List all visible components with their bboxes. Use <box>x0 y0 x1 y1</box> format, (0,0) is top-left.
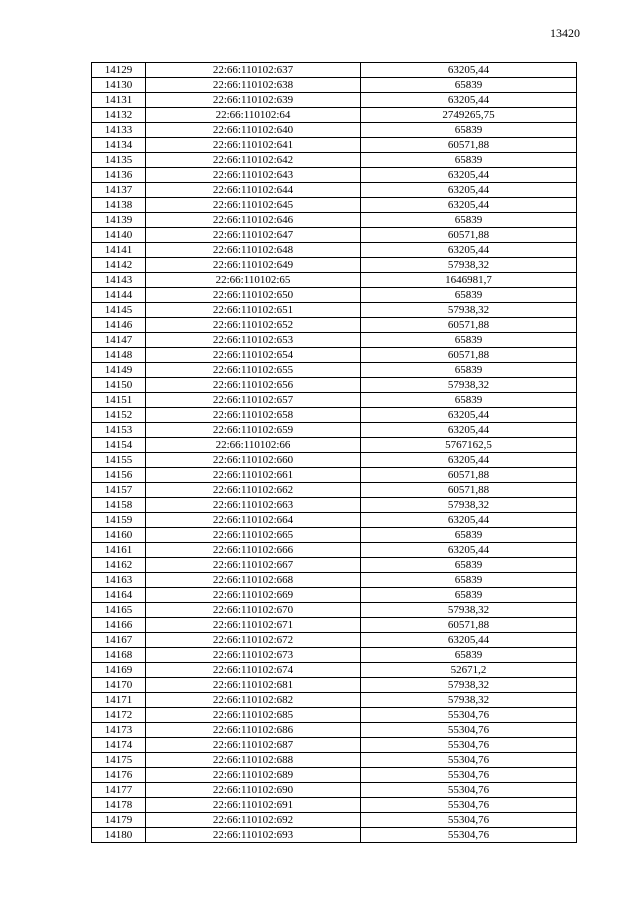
value-cell: 55304,76 <box>361 738 577 753</box>
table-row <box>92 558 577 573</box>
cadastral-number-cell: 22:66:110102:642 <box>146 153 361 168</box>
cadastral-number-cell: 22:66:110102:638 <box>146 78 361 93</box>
table-row <box>92 603 577 618</box>
value-cell: 65839 <box>361 363 577 378</box>
cadastral-number-cell: 22:66:110102:646 <box>146 213 361 228</box>
row-number-cell: 14178 <box>92 798 146 813</box>
value-cell: 63205,44 <box>361 168 577 183</box>
value-cell: 65839 <box>361 153 577 168</box>
value-cell: 65839 <box>361 78 577 93</box>
table-row <box>92 768 577 783</box>
row-number-cell: 14138 <box>92 198 146 213</box>
value-cell: 55304,76 <box>361 723 577 738</box>
value-cell: 63205,44 <box>361 543 577 558</box>
row-number-cell: 14136 <box>92 168 146 183</box>
table-row <box>92 528 577 543</box>
row-number-cell: 14175 <box>92 753 146 768</box>
value-cell: 60571,88 <box>361 348 577 363</box>
table-row <box>92 228 577 243</box>
value-cell: 60571,88 <box>361 138 577 153</box>
row-number-cell: 14156 <box>92 468 146 483</box>
value-cell: 2749265,75 <box>361 108 577 123</box>
value-cell: 57938,32 <box>361 378 577 393</box>
table-row <box>92 723 577 738</box>
table-row <box>92 798 577 813</box>
row-number-cell: 14152 <box>92 408 146 423</box>
table-row <box>92 618 577 633</box>
row-number-cell: 14142 <box>92 258 146 273</box>
cadastral-number-cell: 22:66:110102:691 <box>146 798 361 813</box>
cadastral-number-cell: 22:66:110102:690 <box>146 783 361 798</box>
row-number-cell: 14134 <box>92 138 146 153</box>
table-row <box>92 588 577 603</box>
table-row <box>92 393 577 408</box>
cadastral-number-cell: 22:66:110102:668 <box>146 573 361 588</box>
value-cell: 65839 <box>361 528 577 543</box>
row-number-cell: 14170 <box>92 678 146 693</box>
table-row <box>92 678 577 693</box>
cadastral-number-cell: 22:66:110102:651 <box>146 303 361 318</box>
row-number-cell: 14139 <box>92 213 146 228</box>
value-cell: 63205,44 <box>361 183 577 198</box>
table-row <box>92 573 577 588</box>
value-cell: 57938,32 <box>361 258 577 273</box>
value-cell: 60571,88 <box>361 468 577 483</box>
value-cell: 55304,76 <box>361 798 577 813</box>
table-row <box>92 108 577 123</box>
row-number-cell: 14159 <box>92 513 146 528</box>
cadastral-number-cell: 22:66:110102:644 <box>146 183 361 198</box>
cadastral-number-cell: 22:66:110102:645 <box>146 198 361 213</box>
cadastral-number-cell: 22:66:110102:653 <box>146 333 361 348</box>
row-number-cell: 14157 <box>92 483 146 498</box>
cadastral-number-cell: 22:66:110102:660 <box>146 453 361 468</box>
cadastral-number-cell: 22:66:110102:637 <box>146 63 361 78</box>
cadastral-number-cell: 22:66:110102:650 <box>146 288 361 303</box>
table-row <box>92 408 577 423</box>
cadastral-number-cell: 22:66:110102:654 <box>146 348 361 363</box>
cadastral-number-cell: 22:66:110102:671 <box>146 618 361 633</box>
table-row <box>92 303 577 318</box>
cadastral-number-cell: 22:66:110102:670 <box>146 603 361 618</box>
value-cell: 55304,76 <box>361 828 577 843</box>
row-number-cell: 14158 <box>92 498 146 513</box>
value-cell: 57938,32 <box>361 498 577 513</box>
row-number-cell: 14135 <box>92 153 146 168</box>
cadastral-number-cell: 22:66:110102:663 <box>146 498 361 513</box>
table-row <box>92 483 577 498</box>
row-number-cell: 14146 <box>92 318 146 333</box>
cadastral-number-cell: 22:66:110102:65 <box>146 273 361 288</box>
value-cell: 63205,44 <box>361 453 577 468</box>
cadastral-number-cell: 22:66:110102:672 <box>146 633 361 648</box>
table-row <box>92 543 577 558</box>
table-row <box>92 708 577 723</box>
cadastral-number-cell: 22:66:110102:674 <box>146 663 361 678</box>
value-cell: 55304,76 <box>361 708 577 723</box>
value-cell: 60571,88 <box>361 483 577 498</box>
table-row <box>92 633 577 648</box>
row-number-cell: 14147 <box>92 333 146 348</box>
table-row <box>92 258 577 273</box>
row-number-cell: 14149 <box>92 363 146 378</box>
value-cell: 63205,44 <box>361 198 577 213</box>
row-number-cell: 14162 <box>92 558 146 573</box>
value-cell: 57938,32 <box>361 678 577 693</box>
value-cell: 55304,76 <box>361 753 577 768</box>
row-number-cell: 14174 <box>92 738 146 753</box>
cadastral-number-cell: 22:66:110102:643 <box>146 168 361 183</box>
cadastral-number-cell: 22:66:110102:673 <box>146 648 361 663</box>
table-row <box>92 198 577 213</box>
row-number-cell: 14153 <box>92 423 146 438</box>
value-cell: 63205,44 <box>361 243 577 258</box>
table-row <box>92 468 577 483</box>
cadastral-number-cell: 22:66:110102:648 <box>146 243 361 258</box>
row-number-cell: 14143 <box>92 273 146 288</box>
row-number-cell: 14130 <box>92 78 146 93</box>
cadastral-number-cell: 22:66:110102:641 <box>146 138 361 153</box>
value-cell: 65839 <box>361 393 577 408</box>
row-number-cell: 14132 <box>92 108 146 123</box>
table-row <box>92 273 577 288</box>
row-number-cell: 14148 <box>92 348 146 363</box>
table-row <box>92 438 577 453</box>
row-number-cell: 14167 <box>92 633 146 648</box>
row-number-cell: 14129 <box>92 63 146 78</box>
cadastral-number-cell: 22:66:110102:655 <box>146 363 361 378</box>
row-number-cell: 14154 <box>92 438 146 453</box>
value-cell: 60571,88 <box>361 318 577 333</box>
row-number-cell: 14161 <box>92 543 146 558</box>
table-row <box>92 753 577 768</box>
cadastral-number-cell: 22:66:110102:640 <box>146 123 361 138</box>
table-row <box>92 153 577 168</box>
table-row <box>92 348 577 363</box>
table-row <box>92 168 577 183</box>
cadastral-number-cell: 22:66:110102:693 <box>146 828 361 843</box>
value-cell: 55304,76 <box>361 768 577 783</box>
value-cell: 57938,32 <box>361 693 577 708</box>
cadastral-number-cell: 22:66:110102:688 <box>146 753 361 768</box>
value-cell: 57938,32 <box>361 603 577 618</box>
table-row <box>92 288 577 303</box>
row-number-cell: 14176 <box>92 768 146 783</box>
row-number-cell: 14180 <box>92 828 146 843</box>
row-number-cell: 14141 <box>92 243 146 258</box>
value-cell: 63205,44 <box>361 63 577 78</box>
table-row <box>92 123 577 138</box>
row-number-cell: 14171 <box>92 693 146 708</box>
cadastral-number-cell: 22:66:110102:64 <box>146 108 361 123</box>
table-row <box>92 183 577 198</box>
cadastral-number-cell: 22:66:110102:639 <box>146 93 361 108</box>
cadastral-number-cell: 22:66:110102:681 <box>146 678 361 693</box>
cadastral-number-cell: 22:66:110102:662 <box>146 483 361 498</box>
value-cell: 65839 <box>361 213 577 228</box>
row-number-cell: 14166 <box>92 618 146 633</box>
row-number-cell: 14177 <box>92 783 146 798</box>
value-cell: 55304,76 <box>361 783 577 798</box>
cadastral-number-cell: 22:66:110102:692 <box>146 813 361 828</box>
registry-table <box>91 62 577 843</box>
table-row <box>92 93 577 108</box>
value-cell: 65839 <box>361 123 577 138</box>
cadastral-number-cell: 22:66:110102:659 <box>146 423 361 438</box>
row-number-cell: 14173 <box>92 723 146 738</box>
cadastral-number-cell: 22:66:110102:656 <box>146 378 361 393</box>
table-row <box>92 663 577 678</box>
table-row <box>92 63 577 78</box>
value-cell: 65839 <box>361 573 577 588</box>
row-number-cell: 14165 <box>92 603 146 618</box>
table-row <box>92 333 577 348</box>
value-cell: 60571,88 <box>361 228 577 243</box>
table-row <box>92 498 577 513</box>
cadastral-number-cell: 22:66:110102:669 <box>146 588 361 603</box>
row-number-cell: 14151 <box>92 393 146 408</box>
table-row <box>92 813 577 828</box>
row-number-cell: 14160 <box>92 528 146 543</box>
table-row <box>92 213 577 228</box>
table-row <box>92 78 577 93</box>
page-number: 13420 <box>550 26 580 40</box>
row-number-cell: 14164 <box>92 588 146 603</box>
cadastral-number-cell: 22:66:110102:689 <box>146 768 361 783</box>
cadastral-number-cell: 22:66:110102:652 <box>146 318 361 333</box>
table-row <box>92 138 577 153</box>
table-row <box>92 423 577 438</box>
cadastral-number-cell: 22:66:110102:686 <box>146 723 361 738</box>
row-number-cell: 14133 <box>92 123 146 138</box>
cadastral-number-cell: 22:66:110102:666 <box>146 543 361 558</box>
cadastral-number-cell: 22:66:110102:685 <box>146 708 361 723</box>
row-number-cell: 14131 <box>92 93 146 108</box>
row-number-cell: 14140 <box>92 228 146 243</box>
table-row <box>92 783 577 798</box>
row-number-cell: 14172 <box>92 708 146 723</box>
table-row <box>92 738 577 753</box>
value-cell: 57938,32 <box>361 303 577 318</box>
value-cell: 65839 <box>361 648 577 663</box>
value-cell: 63205,44 <box>361 408 577 423</box>
value-cell: 63205,44 <box>361 633 577 648</box>
cadastral-number-cell: 22:66:110102:665 <box>146 528 361 543</box>
cadastral-number-cell: 22:66:110102:664 <box>146 513 361 528</box>
table-row <box>92 828 577 843</box>
cadastral-number-cell: 22:66:110102:667 <box>146 558 361 573</box>
value-cell: 65839 <box>361 588 577 603</box>
row-number-cell: 14163 <box>92 573 146 588</box>
cadastral-number-cell: 22:66:110102:687 <box>146 738 361 753</box>
value-cell: 65839 <box>361 558 577 573</box>
value-cell: 60571,88 <box>361 618 577 633</box>
row-number-cell: 14145 <box>92 303 146 318</box>
value-cell: 65839 <box>361 333 577 348</box>
cadastral-number-cell: 22:66:110102:66 <box>146 438 361 453</box>
cadastral-number-cell: 22:66:110102:661 <box>146 468 361 483</box>
cadastral-number-cell: 22:66:110102:657 <box>146 393 361 408</box>
row-number-cell: 14144 <box>92 288 146 303</box>
table-row <box>92 693 577 708</box>
row-number-cell: 14168 <box>92 648 146 663</box>
value-cell: 63205,44 <box>361 423 577 438</box>
cadastral-number-cell: 22:66:110102:647 <box>146 228 361 243</box>
value-cell: 1646981,7 <box>361 273 577 288</box>
value-cell: 52671,2 <box>361 663 577 678</box>
row-number-cell: 14155 <box>92 453 146 468</box>
row-number-cell: 14169 <box>92 663 146 678</box>
table-row <box>92 453 577 468</box>
cadastral-number-cell: 22:66:110102:658 <box>146 408 361 423</box>
cadastral-number-cell: 22:66:110102:682 <box>146 693 361 708</box>
value-cell: 65839 <box>361 288 577 303</box>
table-row <box>92 513 577 528</box>
row-number-cell: 14137 <box>92 183 146 198</box>
table-row <box>92 243 577 258</box>
row-number-cell: 14179 <box>92 813 146 828</box>
table-row <box>92 648 577 663</box>
registry-table-body <box>92 63 577 843</box>
value-cell: 5767162,5 <box>361 438 577 453</box>
value-cell: 63205,44 <box>361 513 577 528</box>
value-cell: 63205,44 <box>361 93 577 108</box>
table-row <box>92 378 577 393</box>
table-row <box>92 318 577 333</box>
value-cell: 55304,76 <box>361 813 577 828</box>
cadastral-number-cell: 22:66:110102:649 <box>146 258 361 273</box>
row-number-cell: 14150 <box>92 378 146 393</box>
table-row <box>92 363 577 378</box>
